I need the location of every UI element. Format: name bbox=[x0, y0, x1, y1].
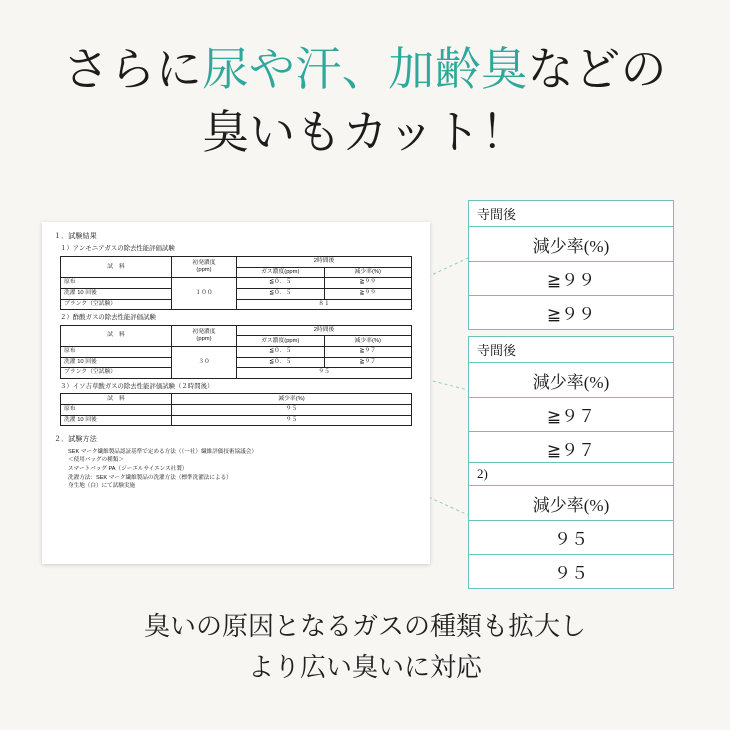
callout-value: ≧９７ bbox=[469, 432, 673, 466]
doc-method-list bbox=[68, 448, 418, 491]
table-row bbox=[61, 357, 412, 368]
table-header-row bbox=[61, 325, 412, 336]
col-initial bbox=[172, 325, 237, 346]
col-gas: ガス濃度(ppm) bbox=[237, 267, 325, 278]
cell-reduction: ≧９９ bbox=[324, 288, 412, 299]
cell-reduction: ≧９７ bbox=[324, 346, 412, 357]
doc-method-block bbox=[54, 435, 418, 491]
doc-section-1-title: １．試験結果 bbox=[54, 233, 97, 240]
headline-line-2: 臭いもカット！ bbox=[202, 107, 528, 159]
col-reduction: 減少率(%) bbox=[172, 394, 412, 405]
cell-reduction: ≧９７ bbox=[324, 357, 412, 368]
cell-sample: 洗濯 10 回後 bbox=[61, 415, 172, 426]
col-after: 2時間後 bbox=[237, 257, 412, 268]
cell-initial: ３０ bbox=[172, 346, 237, 378]
table-header-row bbox=[61, 257, 412, 268]
callout-value: ≧９７ bbox=[469, 398, 673, 432]
doc-test1-table bbox=[60, 256, 412, 310]
table-row bbox=[61, 278, 412, 289]
cell-gas: ９５ bbox=[237, 368, 412, 379]
list-item: 身生地（白）にて試験実施 bbox=[68, 483, 136, 490]
caption-line-2: より広い臭いに対応 bbox=[247, 652, 482, 682]
headline-accent: 尿や汗、加齢臭 bbox=[202, 44, 528, 95]
cell-sample: 洗濯 10 回後 bbox=[61, 288, 172, 299]
callout-isovaleric bbox=[468, 462, 674, 589]
callout-subheader: 減少率(%) bbox=[469, 363, 673, 398]
cell-gas: ≦０．５ bbox=[237, 357, 325, 368]
table-row bbox=[61, 405, 412, 416]
callout-subheader: 減少率(%) bbox=[469, 227, 673, 262]
cell-sample: ブランク（空試験） bbox=[61, 368, 172, 379]
table-row bbox=[61, 346, 412, 357]
headline-pre: さらに bbox=[62, 44, 203, 95]
cell-sample: ブランク（空試験） bbox=[61, 299, 172, 310]
cell-sample: 原布 bbox=[61, 405, 172, 416]
table-row bbox=[61, 288, 412, 299]
callout-value: ９５ bbox=[469, 521, 673, 555]
col-sample: 試 料 bbox=[61, 394, 172, 405]
test-report-document bbox=[42, 222, 430, 564]
list-item: SEK マーク繊維製品認証基準で定める方法（（一社）繊維評価技術協議会） bbox=[68, 448, 257, 455]
list-item: スマートバッグ PA（ジーエルサイエンス社製） bbox=[68, 466, 188, 473]
cell-gas: ８１ bbox=[237, 299, 412, 310]
col-initial bbox=[172, 257, 237, 278]
list-item: ＜使用バッグの種類＞ bbox=[68, 457, 124, 464]
list-item: 洗濯方法：SEK マーク繊維製品の洗濯方法（標準洗濯法による） bbox=[68, 474, 232, 481]
col-gas: ガス濃度(ppm) bbox=[237, 336, 325, 347]
cell-sample: 原布 bbox=[61, 346, 172, 357]
table-header-row bbox=[61, 394, 412, 405]
callout-value: ９５ bbox=[554, 564, 588, 583]
cell-gas: ≦０．５ bbox=[237, 278, 325, 289]
col-initial-text: 初発濃度 bbox=[192, 328, 216, 335]
table-row bbox=[61, 415, 412, 426]
doc-section-2-title: ２．試験方法 bbox=[54, 436, 97, 444]
cell-reduction: ≧９９ bbox=[324, 278, 412, 289]
col-initial-unit: (ppm) bbox=[196, 335, 212, 342]
doc-test3-table bbox=[60, 393, 412, 426]
cell-reduction: ９５ bbox=[172, 405, 412, 416]
doc-test2-title: ２）酢酸ガスの除去性能評価試験 bbox=[60, 314, 156, 322]
headline-line-1 bbox=[0, 38, 730, 101]
col-initial-text: 初発濃度 bbox=[192, 259, 216, 266]
col-reduction: 減少率(%) bbox=[324, 267, 412, 278]
col-sample: 試 料 bbox=[61, 257, 172, 278]
cell-reduction: ９５ bbox=[172, 415, 412, 426]
callout-value: ≧９９ bbox=[546, 305, 596, 324]
col-reduction: 減少率(%) bbox=[324, 336, 412, 347]
doc-test2-table bbox=[60, 325, 412, 379]
cell-sample: 洗濯 10 回後 bbox=[61, 357, 172, 368]
col-after: 2時間後 bbox=[237, 325, 412, 336]
callout-header: 寺間後 bbox=[469, 337, 673, 363]
cell-initial: １００ bbox=[172, 278, 237, 310]
cell-gas: ≦０．５ bbox=[237, 346, 325, 357]
headline-post: などの bbox=[527, 44, 667, 95]
doc-test3-title: ３）イソ吉草酸ガスの除去性能評価試験（２時間後） bbox=[60, 382, 214, 390]
table-row bbox=[61, 368, 412, 379]
callout-subheader: 減少率(%) bbox=[469, 486, 673, 521]
page-title bbox=[0, 38, 730, 165]
caption-line-1: 臭いの原因となるガスの種類も拡大し bbox=[143, 612, 586, 642]
col-initial-unit: (ppm) bbox=[196, 267, 212, 274]
callout-header: 2) bbox=[469, 463, 673, 486]
cell-sample: 原布 bbox=[61, 278, 172, 289]
bottom-caption bbox=[0, 607, 730, 688]
cell-gas: ≦０．５ bbox=[237, 288, 325, 299]
callout-ammonia bbox=[468, 200, 674, 330]
table-row bbox=[61, 299, 412, 310]
callout-header: 寺間後 bbox=[469, 201, 673, 227]
callout-value: ≧９９ bbox=[469, 262, 673, 296]
doc-test1-title: １）アンモニアガスの除去性能評価試験 bbox=[60, 245, 175, 253]
col-sample: 試 料 bbox=[61, 325, 172, 346]
